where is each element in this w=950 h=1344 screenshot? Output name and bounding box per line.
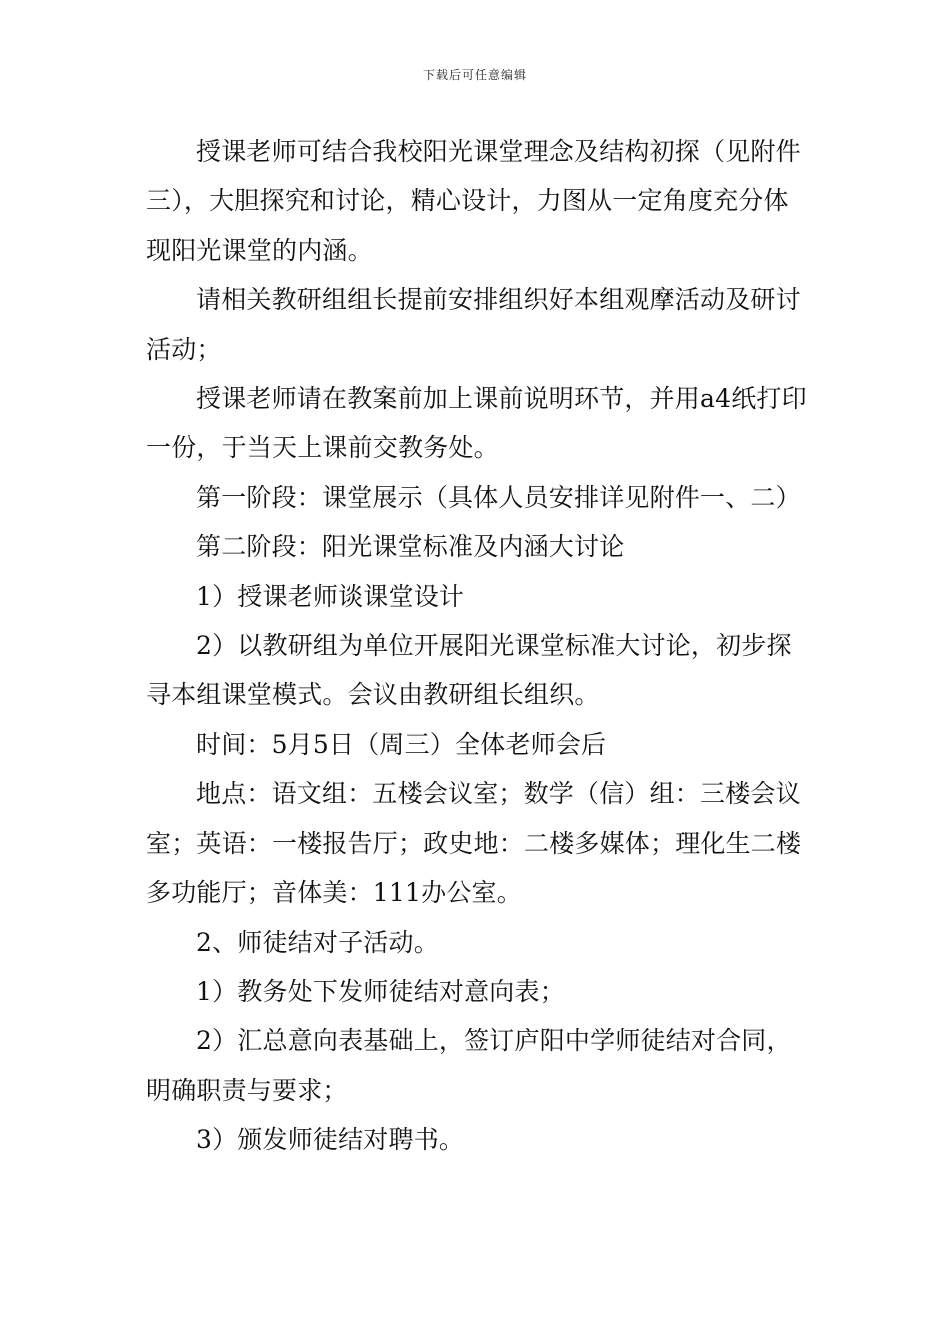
paragraph-12: 2）汇总意向表基础上，签订庐阳中学师徒结对合同，明确职责与要求；: [146, 1026, 792, 1105]
page-header: 下载后可任意编辑: [422, 68, 527, 82]
paragraph-11: 1）教务处下发师徒结对意向表；: [196, 976, 565, 1006]
paragraph-13: 3）颁发师徒结对聘书。: [196, 1125, 465, 1155]
paragraph-5: 第二阶段：阳光课堂标准及内涵大讨论: [196, 532, 625, 562]
paragraph-2: 请相关教研组组长提前安排组织好本组观摩活动及研讨活动；: [146, 285, 801, 364]
paragraph-1: 授课老师可结合我校阳光课堂理念及结构初探（见附件三），大胆探究和讨论，精心设计，力图从一定角度充分体现阳光课堂的内涵。: [146, 137, 801, 265]
paragraph-10: 2、师徒结对子活动。: [196, 927, 439, 957]
paragraph-7: 2）以教研组为单位开展阳光课堂标准大讨论，初步探寻本组课堂模式。会议由教研组长组织。: [146, 631, 792, 710]
document-body: [146, 127, 810, 1165]
paragraph-4: 第一阶段：课堂展示（具体人员安排详见附件一、二）: [196, 482, 801, 512]
paragraph-8: 时间：5月5日（周三）全体老师会后: [196, 729, 607, 759]
paragraph-9: 地点：语文组：五楼会议室；数学（信）组：三楼会议室；英语：一楼报告厅；政史地：二楼多媒体；理化生二楼多功能厅；音体美：111办公室。: [146, 779, 802, 908]
paragraph-3: 授课老师请在教案前加上课前说明环节，并用a4纸打印一份，于当天上课前交教务处。: [146, 384, 807, 463]
paragraph-6: 1）授课老师谈课堂设计: [196, 581, 465, 611]
